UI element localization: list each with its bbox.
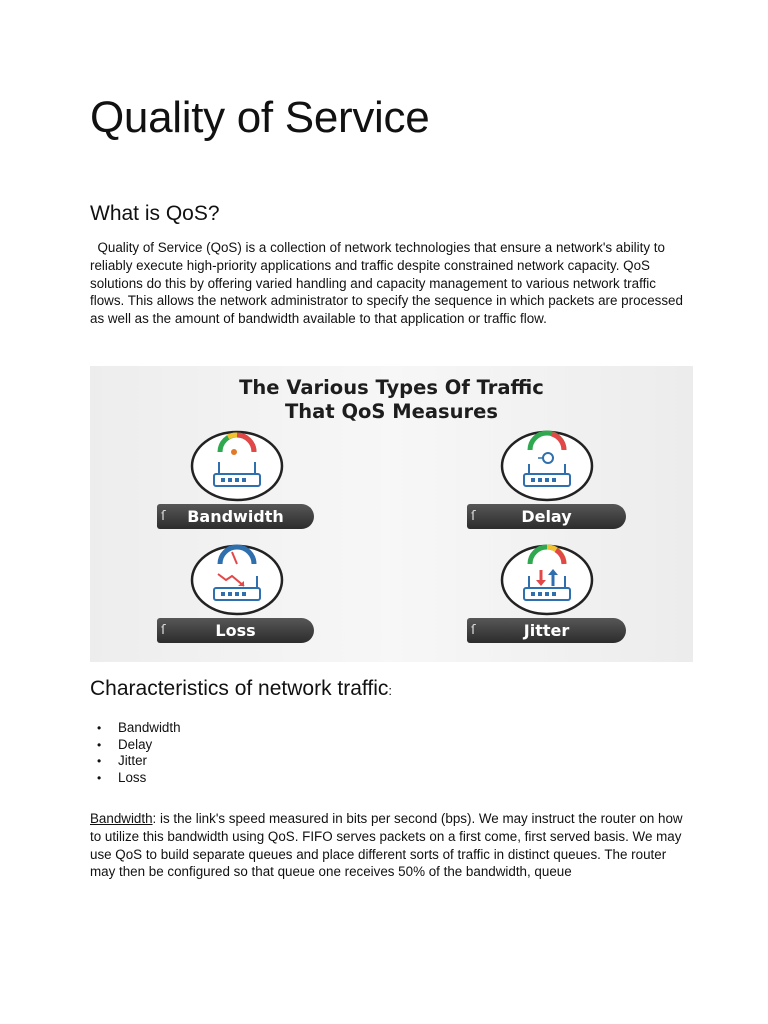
badge-glyph: ſ — [471, 509, 476, 524]
router-arrows-icon — [500, 544, 594, 616]
badge-label-delay: Delay — [521, 507, 572, 526]
badge-label-jitter: Jitter — [523, 621, 570, 640]
section-heading-characteristics — [90, 677, 392, 701]
badge-glyph: ſ — [161, 623, 166, 638]
badge-glyph: ſ — [161, 509, 166, 524]
list-item: • Loss — [97, 770, 181, 787]
bandwidth-paragraph — [90, 810, 690, 881]
qos-intro-paragraph: Quality of Service (QoS) is a collection of network technologies that ensure a network's ability to reliably execute high-priority applications and traffic despite constrained network capacity. QoS solutions do this by offering varied handling and capacity management to various network traffic flows. This allows the network administrator to specify the sequence in which packets are processed as well as the amount of bandwidth available to that application or traffic flow. — [90, 240, 687, 327]
router-stopwatch-icon — [500, 430, 594, 502]
list-item: • Delay — [97, 737, 181, 754]
bandwidth-term: Bandwidth — [90, 811, 153, 826]
list-item: • Jitter — [97, 753, 181, 770]
figure-title — [90, 376, 693, 424]
router-gauge-icon — [190, 430, 284, 502]
badge-label-loss: Loss — [215, 621, 256, 640]
traffic-characteristics-list — [97, 720, 181, 786]
router-downtrend-icon — [190, 544, 284, 616]
characteristics-heading-colon: : — [388, 683, 393, 698]
badge-loss — [157, 618, 314, 643]
badge-bandwidth — [157, 504, 314, 529]
figure-title-line1: The Various Types Of Traffic — [239, 376, 544, 399]
bandwidth-term-colon: : — [152, 811, 157, 826]
qos-traffic-types-figure — [90, 366, 693, 662]
section-heading-what-is-qos: What is QoS? — [90, 202, 220, 225]
figure-title-line2: That QoS Measures — [285, 400, 498, 423]
badge-label-bandwidth: Bandwidth — [187, 507, 284, 526]
page-title: Quality of Service — [90, 93, 430, 142]
badge-jitter — [467, 618, 626, 643]
characteristics-heading-text: Characteristics of network traffic — [90, 677, 389, 700]
badge-glyph: ſ — [471, 623, 476, 638]
list-item: • Bandwidth — [97, 720, 181, 737]
bandwidth-text: is the link's speed measured in bits per second (bps). We may instruct the router on how to utilize this bandwidth using QoS. FIFO serves packets on a first come, first served basis. We may use QoS to build separate queues and place different sorts of traffic in distinct queues. The router may then be configured so that queue one receives 50% of the bandwidth, queue — [90, 811, 687, 880]
badge-delay — [467, 504, 626, 529]
